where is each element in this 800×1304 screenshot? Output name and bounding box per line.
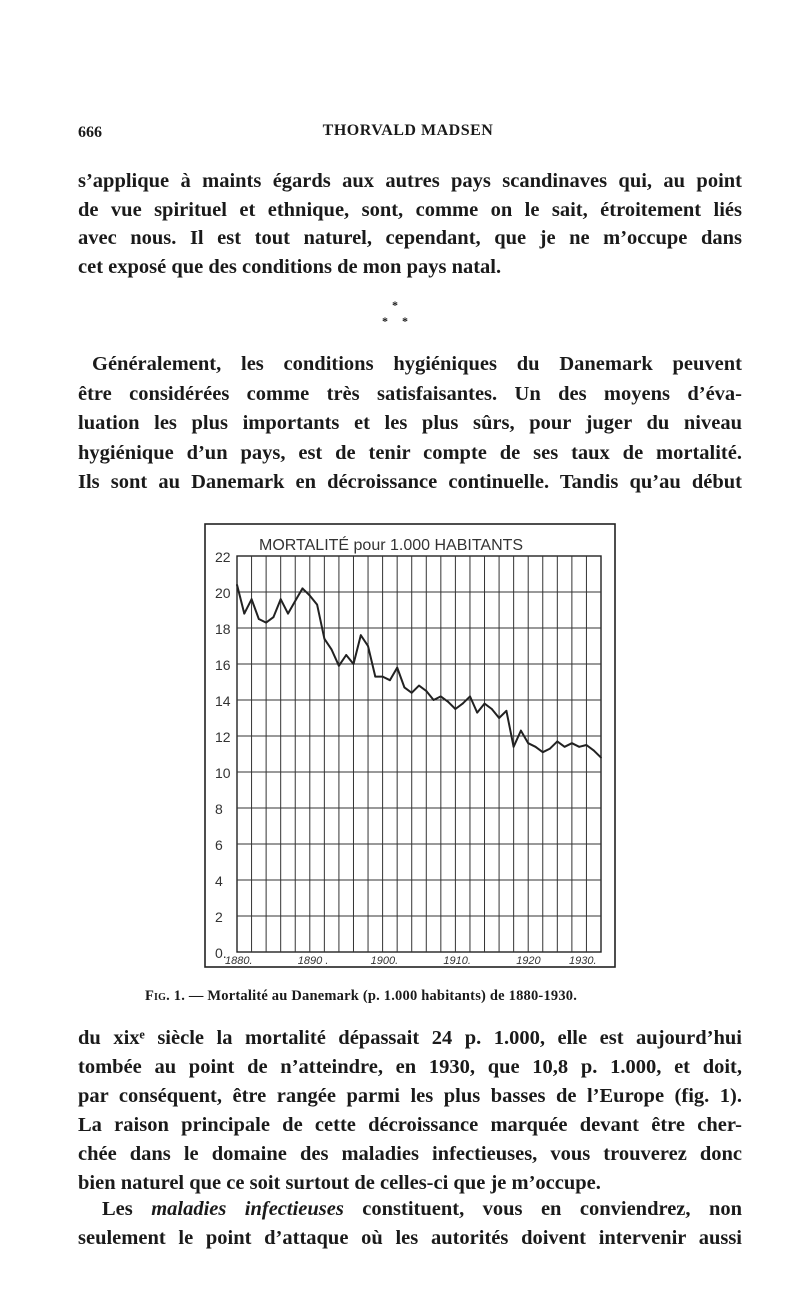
data-point: [527, 742, 529, 744]
text-fragment: constituent, vous en conviendrez, non: [343, 1198, 743, 1220]
paragraph-1: [78, 167, 742, 281]
data-point: [280, 598, 282, 600]
y-tick-label: 4: [215, 873, 223, 889]
y-tick-label: 2: [215, 909, 223, 925]
page-header: [78, 120, 738, 146]
y-tick-label: 16: [215, 657, 231, 673]
data-point: [382, 676, 384, 678]
text-line: par conséquent, être rangée parmi les plus basses de l’Europe (fig. 1).: [78, 1085, 742, 1107]
data-point: [273, 616, 275, 618]
data-point: [578, 746, 580, 748]
data-point: [556, 741, 558, 743]
text-line: Ils sont au Danemark en décroissance continuelle. Tandis qu’au début: [78, 471, 742, 493]
data-point: [513, 746, 515, 748]
text-line: Généralement, les conditions hygiéniques du Danemark peuvent: [92, 353, 742, 375]
data-point: [396, 667, 398, 669]
data-point: [404, 687, 406, 689]
y-tick-label: 6: [215, 837, 223, 853]
data-point: [520, 730, 522, 732]
data-point: [309, 595, 311, 597]
mortality-series-line: [237, 585, 601, 758]
data-point: [367, 645, 369, 647]
mortality-chart: [203, 522, 617, 970]
data-point: [593, 750, 595, 752]
data-point: [484, 703, 486, 705]
data-point: [469, 696, 471, 698]
data-point: [374, 676, 376, 678]
data-point: [535, 746, 537, 748]
text-fragment: Les: [102, 1198, 152, 1220]
data-point: [236, 584, 238, 586]
y-tick-label: 20: [215, 585, 231, 601]
y-tick-label: 22: [215, 549, 231, 565]
data-point: [302, 588, 304, 590]
data-point: [316, 604, 318, 606]
data-point: [389, 679, 391, 681]
text-line: s’applique à maints égards aux autres pays scandinaves qui, au point: [78, 170, 742, 192]
chart-svg: [203, 522, 617, 970]
data-point: [600, 757, 602, 759]
text-line: avec nous. Il est tout naturel, cependant, que je ne m’occupe dans: [78, 227, 742, 249]
paragraph-4: [78, 1195, 742, 1253]
data-point: [418, 685, 420, 687]
text-line: de vue spirituel et ethnique, sont, comme on le sait, étroitement liés: [78, 198, 742, 221]
data-point: [433, 699, 435, 701]
data-point: [338, 665, 340, 667]
paragraph-2: [78, 350, 742, 498]
figure-caption-text: — Mortalité au Danemark (p. 1.000 habitants) de 1880-1930.: [185, 988, 578, 1004]
page-number: 666: [78, 124, 102, 141]
text-line: être considérées comme très satisfaisantes. Un des moyens d’éva-: [78, 382, 742, 405]
paragraph-3: [78, 1024, 742, 1198]
separator-star: *: [382, 314, 388, 328]
x-tick-label: 1930.: [569, 955, 597, 967]
data-point: [564, 746, 566, 748]
data-point: [331, 649, 333, 651]
text-line: [78, 1195, 742, 1224]
data-point: [447, 701, 449, 703]
data-point: [440, 696, 442, 698]
text-line: seulement le point d’attaque où les autorités doivent intervenir aussi: [78, 1227, 742, 1249]
data-point: [353, 663, 355, 665]
text-line: bien naturel que ce soit surtout de celles-ci que je m’occupe.: [78, 1172, 601, 1194]
data-point: [542, 751, 544, 753]
data-point: [425, 690, 427, 692]
text-line: tombée au point de n’atteindre, en 1930, que 10,8 p. 1.000, et doit,: [78, 1056, 742, 1078]
x-tick-label: 1880.: [225, 955, 253, 967]
text-line: La raison principale de cette décroissance marquée devant être cher-: [78, 1114, 742, 1136]
data-point: [265, 622, 267, 624]
figure-caption: [145, 988, 685, 1005]
data-point: [345, 654, 347, 656]
text-line: du xixᵉ siècle la mortalité dépassait 24 p. 1.000, elle est aujourd’hui: [78, 1027, 742, 1049]
data-point: [462, 703, 464, 705]
data-point: [455, 708, 457, 710]
text-line: hygiénique d’un pays, est de tenir compte de ses taux de mortalité.: [78, 441, 742, 464]
italic-term: maladies infectieuses: [151, 1198, 344, 1220]
separator-star: *: [392, 298, 398, 312]
data-point: [287, 613, 289, 615]
x-axis-ticks: [225, 955, 597, 967]
chart-title: MORTALITÉ pour 1.000 HABITANTS: [259, 537, 524, 554]
x-tick-label: 1890 .: [297, 955, 329, 967]
data-point: [491, 708, 493, 710]
data-point: [506, 710, 508, 712]
y-tick-label: 0.: [215, 945, 227, 961]
data-point: [586, 744, 588, 746]
x-tick-label: 1910.: [443, 955, 471, 967]
y-tick-label: 8: [215, 801, 223, 817]
y-tick-label: 18: [215, 621, 231, 637]
y-tick-label: 12: [215, 729, 231, 745]
x-tick-label: 1920: [516, 955, 541, 967]
text-line: luation les plus importants et les plus sûrs, pour juger du niveau: [78, 412, 742, 434]
data-point: [251, 598, 253, 600]
y-axis-ticks: [215, 549, 231, 961]
plot-area: [237, 556, 601, 952]
chart-grid: [237, 556, 601, 952]
data-point: [411, 692, 413, 694]
y-tick-label: 10: [215, 765, 231, 781]
data-point: [294, 600, 296, 602]
text-line: chée dans le domaine des maladies infectieuses, vous trouverez donc: [78, 1143, 742, 1165]
figure-label: Fig. 1.: [145, 988, 186, 1004]
section-separator: [380, 298, 430, 332]
data-point: [549, 748, 551, 750]
data-point: [324, 638, 326, 640]
data-point: [243, 613, 245, 615]
x-tick-label: 1900.: [370, 955, 399, 967]
running-title: THORVALD MADSEN: [322, 122, 494, 139]
separator-star: *: [402, 314, 408, 328]
data-point: [498, 717, 500, 719]
y-tick-label: 14: [215, 693, 231, 709]
text-line: cet exposé que des conditions de mon pays natal.: [78, 255, 502, 278]
data-point: [476, 712, 478, 714]
data-point: [258, 618, 260, 620]
data-point: [360, 634, 362, 636]
data-point: [571, 742, 573, 744]
